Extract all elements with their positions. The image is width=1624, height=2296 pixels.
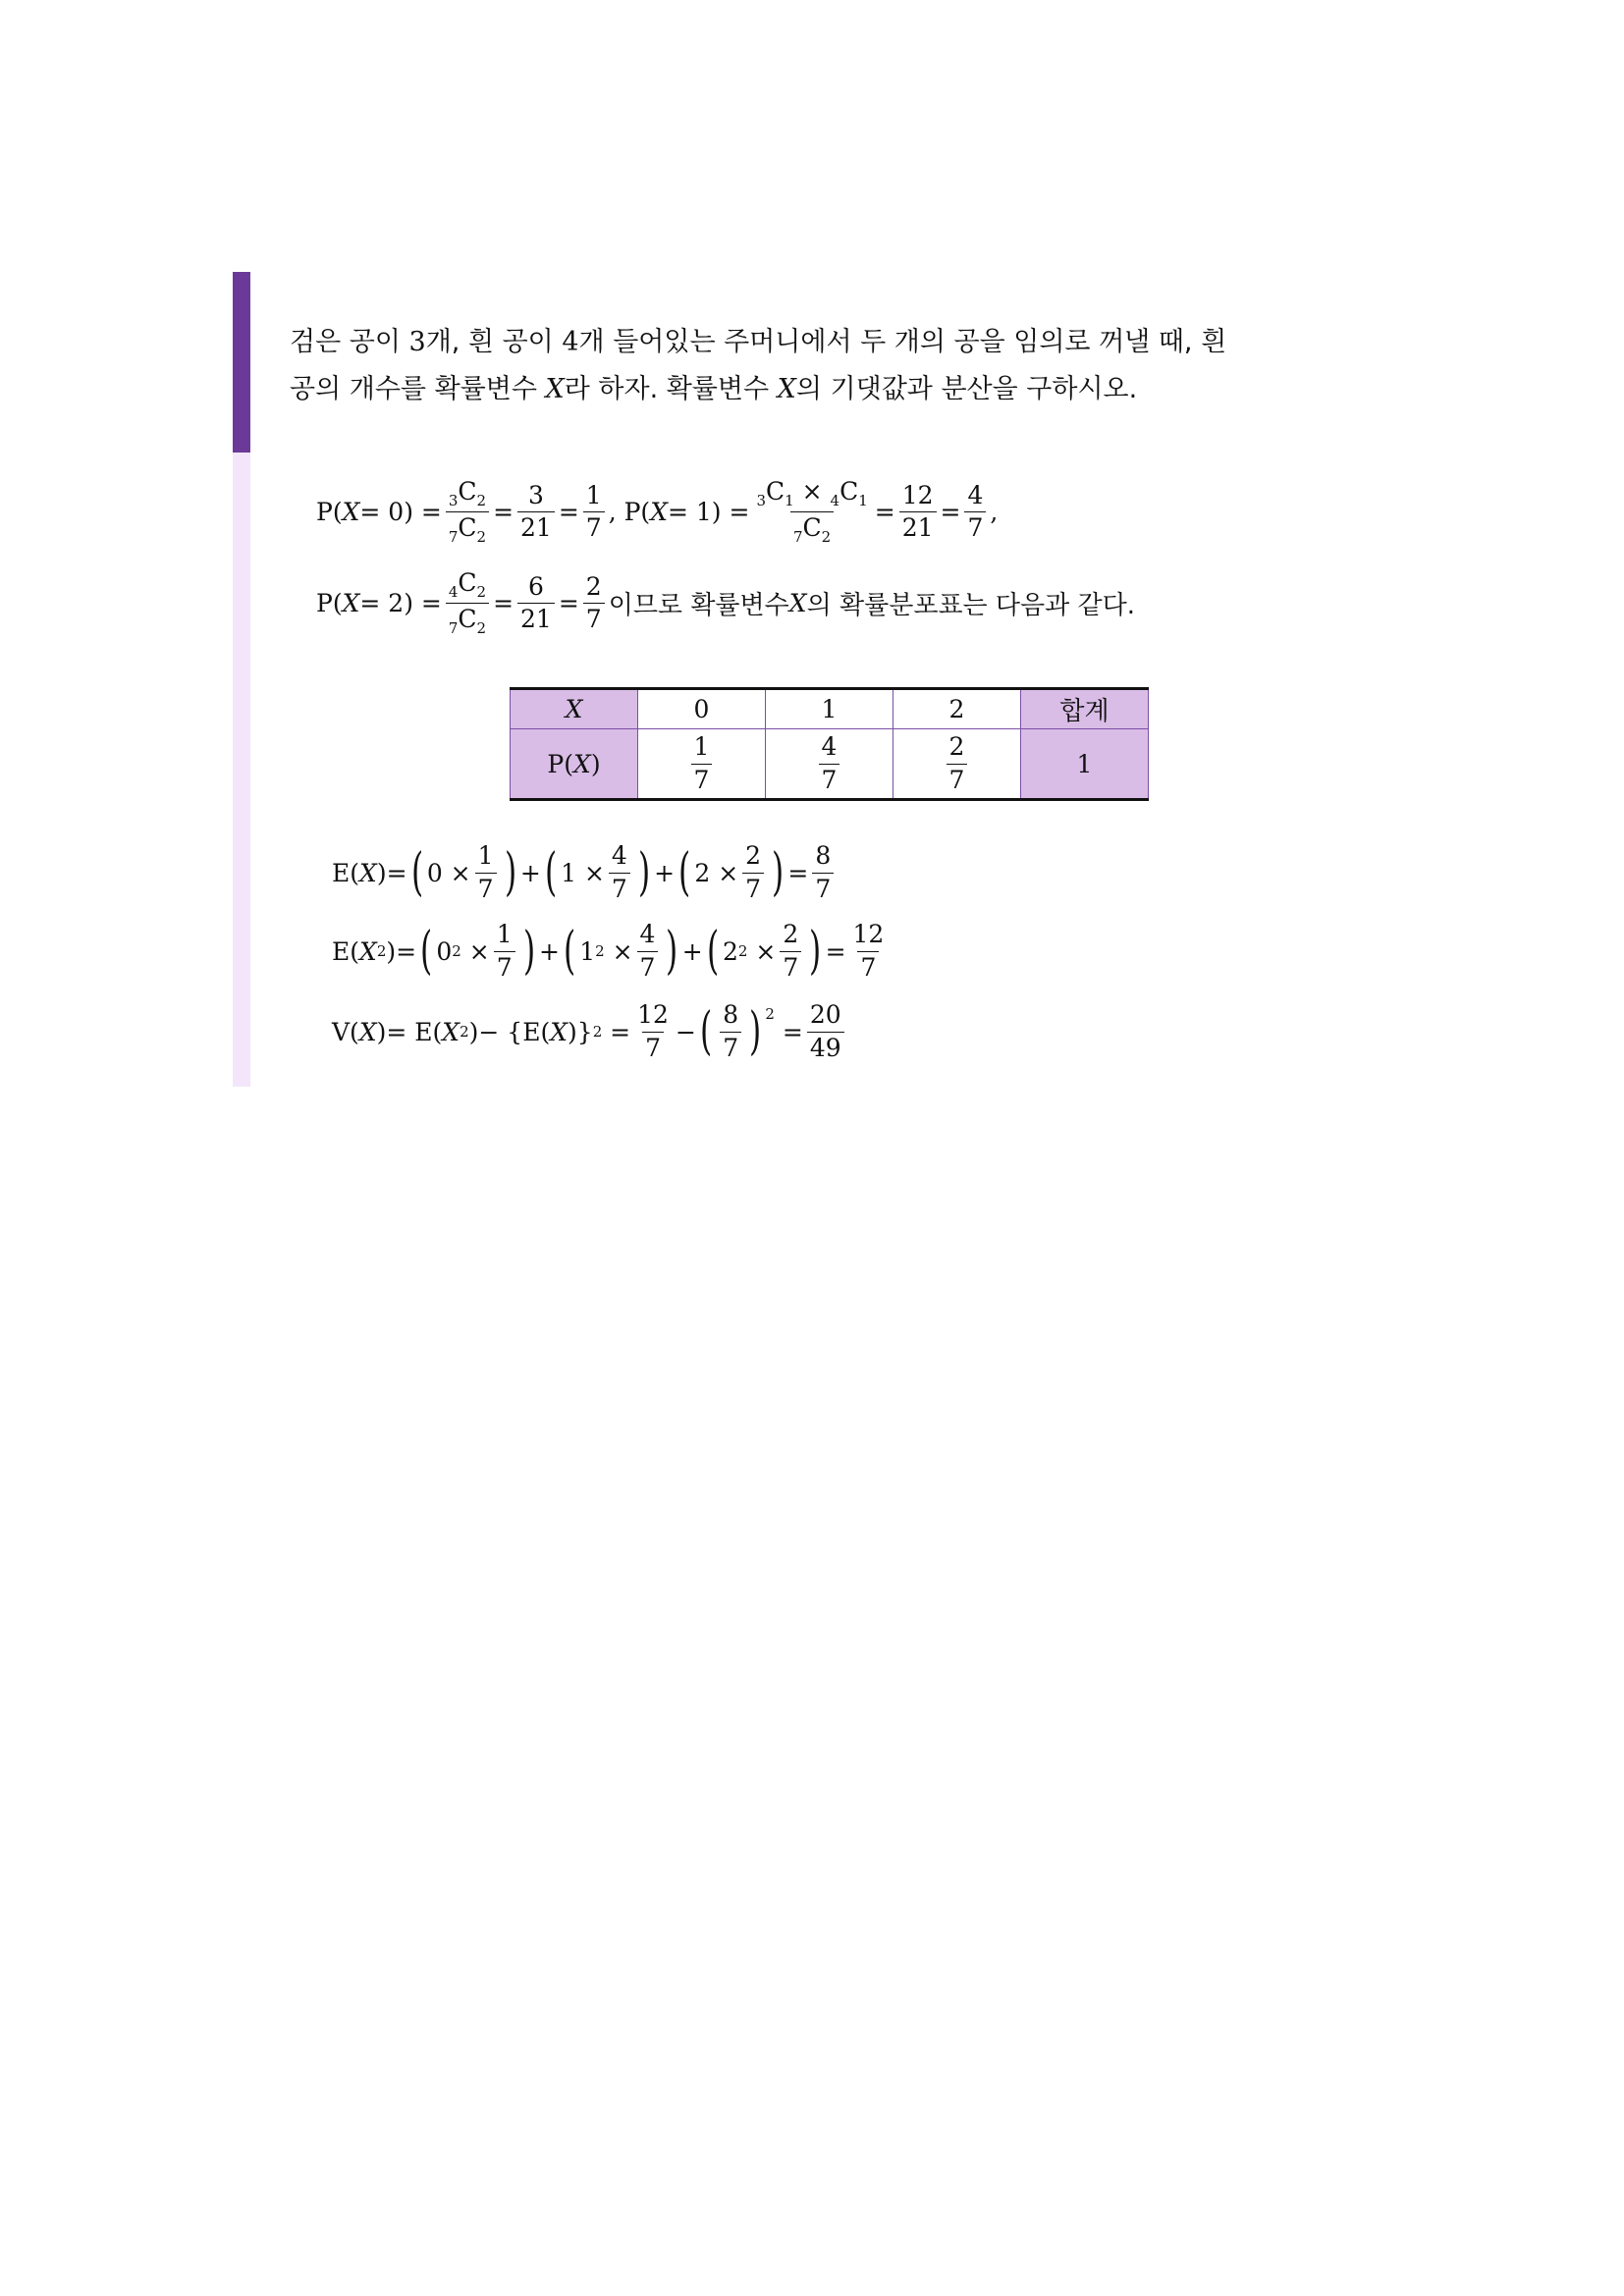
math-text: )} bbox=[568, 1017, 593, 1046]
math-text: 2 bbox=[452, 942, 461, 961]
problem-text: 의 기댓값과 분산을 구하시오. bbox=[795, 374, 1138, 404]
math-text: 2 bbox=[737, 942, 748, 961]
table-cell: 2 bbox=[893, 689, 1021, 729]
math-text: 12 bbox=[901, 480, 934, 509]
variance-line: V( X )= E( X 2 )− {E( X )} 2 = $\frac{12}{7}$ − ( $\frac{8}{7}$ ) $^2$ = $\frac{20}{49}$ bbox=[332, 1001, 848, 1063]
math-text: C bbox=[458, 513, 477, 543]
fraction bbox=[807, 1001, 844, 1063]
math-text: 21 bbox=[899, 511, 937, 543]
fraction bbox=[899, 482, 937, 544]
math-text: E( bbox=[332, 936, 360, 966]
math-text: 7 bbox=[812, 873, 834, 904]
table-cell bbox=[893, 729, 1021, 800]
probability-distribution-table bbox=[510, 687, 1149, 801]
math-text: 12 bbox=[637, 1000, 669, 1029]
problem-side-bar bbox=[233, 272, 250, 453]
math-text: 7 bbox=[720, 1032, 741, 1063]
math-text: 7 bbox=[609, 873, 630, 904]
math-text: = 0) = bbox=[359, 498, 442, 527]
solution-text: 의 확률분포표는 다음과 같다. bbox=[806, 591, 1136, 621]
math-text: P( bbox=[316, 498, 343, 527]
math-text: 4 bbox=[639, 920, 656, 948]
math-text: 1 × bbox=[561, 858, 605, 887]
math-text: 2 bbox=[783, 920, 799, 948]
table-cell bbox=[766, 729, 893, 800]
fraction bbox=[583, 482, 605, 544]
math-text: C bbox=[458, 477, 477, 506]
math-text: 7 bbox=[448, 619, 459, 638]
math-text: C bbox=[458, 605, 477, 634]
fraction bbox=[742, 842, 764, 904]
math-text: 4 bbox=[611, 841, 627, 870]
fraction bbox=[517, 482, 555, 544]
math-variable: X bbox=[342, 589, 360, 618]
math-text: 0 bbox=[436, 936, 453, 966]
fraction bbox=[517, 573, 555, 635]
math-text: P( bbox=[623, 498, 651, 527]
fraction bbox=[812, 842, 834, 904]
prob-x2-line: P( X = 2) = $\frac{_4C_2}{_7C_2}$ = $\frac{6}{21}$ = $\frac{2}{7}$ 이므로 확률변수 X 의 확률분포표는 다음과 같다. bbox=[316, 568, 1136, 638]
math-text: 3 bbox=[756, 492, 766, 509]
math-text: C bbox=[802, 513, 822, 543]
second-moment-line: E( X 2 )= ( 0 2 × $\frac{1}{7}$ ) + ( 1 2 × $\frac{4}{7}$ ) + ( 2 2 × $\frac{2}{7}$ ) = $\frac{12}{7}$ bbox=[332, 921, 891, 983]
math-text: 21 bbox=[517, 511, 555, 543]
math-text: )= E( bbox=[376, 1017, 443, 1046]
problem-variable: X bbox=[777, 374, 796, 404]
math-text: C bbox=[458, 568, 477, 597]
math-text: 1 bbox=[693, 731, 710, 761]
math-text: × bbox=[793, 477, 831, 506]
math-text: 7 bbox=[819, 764, 840, 795]
math-text: 7 bbox=[947, 764, 968, 795]
math-text: 7 bbox=[637, 951, 659, 983]
solution-text: 이므로 확률변수 bbox=[608, 591, 789, 621]
math-text: 1 bbox=[585, 480, 602, 509]
math-text: 7 bbox=[642, 1032, 664, 1063]
math-text: 0 × bbox=[426, 858, 471, 887]
problem-text: 검은 공이 bbox=[290, 327, 409, 357]
math-text: 2 bbox=[476, 619, 487, 638]
math-text: = 1) = bbox=[668, 498, 750, 527]
math-text: 2 bbox=[585, 571, 602, 601]
fraction bbox=[964, 482, 986, 544]
fraction bbox=[947, 733, 968, 795]
math-text: 1 bbox=[496, 920, 513, 948]
math-text: 2 bbox=[948, 731, 965, 761]
problem-text: 개, 흰 공이 bbox=[425, 327, 563, 357]
math-text: 2 bbox=[723, 936, 738, 966]
math-text: 3 bbox=[527, 480, 544, 509]
math-text: 2 bbox=[476, 528, 487, 547]
table-header-sum: 합계 bbox=[1021, 689, 1149, 729]
problem-text: 라 하자. 확률변수 bbox=[564, 374, 778, 404]
problem-text: 개 들어있는 주머니에서 두 개의 공을 임의로 꺼낼 때, 흰 bbox=[578, 327, 1227, 357]
table-row bbox=[511, 729, 1149, 800]
math-text: 2 bbox=[765, 1005, 775, 1024]
fraction bbox=[720, 1001, 741, 1063]
problem-number: 4 bbox=[562, 327, 579, 357]
math-variable: X bbox=[788, 589, 807, 618]
math-text: C bbox=[839, 477, 859, 506]
fraction bbox=[583, 573, 605, 635]
math-text: 2 bbox=[592, 1023, 603, 1041]
problem-text: 공의 개수를 확률변수 bbox=[290, 374, 546, 404]
math-text: 1 bbox=[477, 841, 494, 870]
table-cell: 1 bbox=[766, 689, 893, 729]
math-text: C bbox=[766, 477, 785, 506]
math-text: )= bbox=[386, 936, 417, 966]
math-text: 2 bbox=[745, 841, 762, 870]
table-header-px bbox=[511, 729, 638, 800]
fraction bbox=[819, 733, 840, 795]
fraction bbox=[780, 921, 801, 983]
math-text: 1 bbox=[858, 492, 868, 509]
math-text: 21 bbox=[517, 603, 555, 634]
math-text: 4 bbox=[448, 583, 459, 601]
math-text: 4 bbox=[830, 492, 840, 509]
table-row bbox=[511, 689, 1149, 729]
math-text: V( bbox=[332, 1017, 359, 1046]
math-text: 7 bbox=[691, 764, 713, 795]
math-text: 8 bbox=[815, 841, 832, 870]
problem-number: 3 bbox=[408, 327, 426, 357]
math-text: 7 bbox=[742, 873, 764, 904]
math-text: 20 bbox=[809, 1000, 841, 1029]
expectation-line: E( X )= ( 0 × $\frac{1}{7}$ ) + ( 1 × $\frac{4}{7}$ ) + ( 2 × $\frac{2}{7}$ ) = $\frac{8}{7}$ bbox=[332, 842, 838, 904]
math-variable: X bbox=[550, 1017, 568, 1046]
math-text: 6 bbox=[527, 571, 544, 601]
math-variable: X bbox=[359, 858, 377, 887]
math-text: P( bbox=[316, 589, 343, 618]
fraction bbox=[691, 733, 713, 795]
math-variable: X bbox=[342, 498, 360, 527]
math-text: 2 × bbox=[694, 858, 739, 887]
math-text: 7 bbox=[448, 528, 459, 547]
fraction bbox=[634, 1001, 672, 1063]
fraction bbox=[637, 921, 659, 983]
fraction bbox=[494, 921, 515, 983]
math-text: 2 bbox=[476, 583, 487, 601]
math-variable: X bbox=[573, 749, 591, 778]
fraction bbox=[609, 842, 630, 904]
math-text: 7 bbox=[583, 603, 605, 634]
table-header-x: X bbox=[511, 689, 638, 729]
problem-statement bbox=[290, 319, 1370, 413]
math-text: 4 bbox=[821, 731, 838, 761]
math-text: = 2) = bbox=[359, 589, 442, 618]
fraction bbox=[446, 569, 489, 638]
math-text: )= bbox=[376, 858, 407, 887]
fraction bbox=[850, 921, 888, 983]
math-text: )− {E( bbox=[468, 1017, 551, 1046]
math-text: 8 bbox=[723, 1000, 739, 1029]
math-text: 2 bbox=[476, 492, 487, 509]
math-text: E( bbox=[332, 858, 360, 887]
math-text: 7 bbox=[857, 951, 879, 983]
math-variable: X bbox=[650, 498, 668, 527]
table-cell bbox=[638, 729, 766, 800]
math-text: 1 bbox=[579, 936, 596, 966]
math-variable: X bbox=[358, 1017, 377, 1046]
prob-x0-x1-line: P( X = 0) = $\frac{_3C_2}{_7C_2}$ = $\frac{3}{21}$ = $\frac{1}{7}$ , P( X = 1) = $\frac{_3C_1 \times _4C_1}{_7C_2}$ = $\frac{12}{21}$ = $\frac{4}{7}$ , bbox=[316, 477, 999, 547]
math-text: 7 bbox=[780, 951, 801, 983]
table-cell-sum: 1 bbox=[1021, 729, 1149, 800]
math-text: 3 bbox=[448, 492, 459, 509]
fraction bbox=[446, 478, 489, 547]
math-text: 4 bbox=[967, 480, 984, 509]
fraction bbox=[753, 478, 870, 547]
math-text: 12 bbox=[852, 920, 885, 948]
problem-variable: X bbox=[545, 374, 565, 404]
math-text: 1 bbox=[785, 492, 794, 509]
math-text: 49 bbox=[807, 1032, 844, 1063]
math-variable: X bbox=[359, 936, 377, 966]
math-text: 2 bbox=[460, 1023, 469, 1041]
math-text: 7 bbox=[475, 873, 497, 904]
math-text: 2 bbox=[821, 528, 832, 547]
math-text: 2 bbox=[595, 942, 605, 961]
math-text: 2 bbox=[376, 942, 387, 961]
math-text: 7 bbox=[792, 528, 803, 547]
math-text: 7 bbox=[494, 951, 515, 983]
math-text: ) bbox=[590, 749, 601, 778]
math-text: 7 bbox=[964, 511, 986, 543]
math-variable: X bbox=[442, 1017, 460, 1046]
solution-side-bar bbox=[233, 453, 250, 1087]
fraction bbox=[475, 842, 497, 904]
math-text: P( bbox=[547, 749, 573, 778]
math-text: 7 bbox=[583, 511, 605, 543]
table-cell: 0 bbox=[638, 689, 766, 729]
